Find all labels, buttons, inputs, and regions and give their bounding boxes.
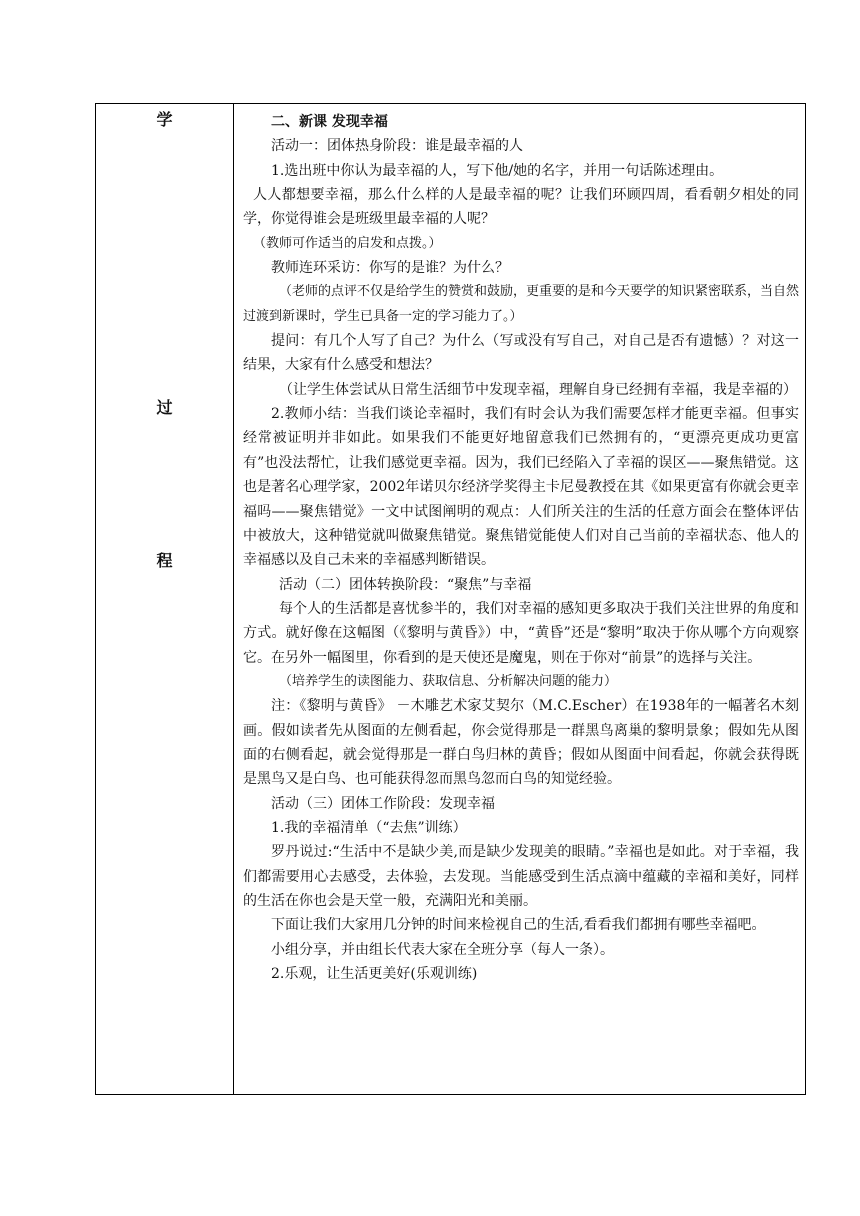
side-label-char: 过 [156,398,173,417]
column-divider [233,104,234,1094]
paragraph: 活动一：团体热身阶段：谁是最幸福的人 [271,138,523,155]
lesson-table [95,103,806,1095]
paragraph: （培养学生的读图能力、获取信息、分析解决问题的能力） [279,673,618,689]
paragraph: 人人都想要幸福，那么什么样的人是最幸福的呢？让我们环顾四周，看看朝夕相处的同学，你觉得谁会是班级里最幸福的人呢？ [243,187,799,228]
paragraph: 1.我的幸福清单（“去焦”训练） [271,819,467,836]
paragraph: 提问：有几个人写了自己？为什么（写或没有写自己，对自己是否有遗憾）？对这一结果，大家有什么感受和想法？ [243,333,799,374]
paragraph: （教师可作适当的启发和点拨。） [253,235,442,251]
paragraph: 小组分享，并由组长代表大家在全班分享（每人一条）。 [271,941,614,958]
section-heading: 二、新课 发现幸福 [271,114,388,130]
lesson-content [243,110,799,986]
paragraph: 罗丹说过:“生活中不是缺少美,而是缺少发现美的眼睛。”幸福也是如此。对于幸福，我们都需要用心去感受，去体验，去发现。当能感受到生活点滴中蕴藏的幸福和美好，同样的生活在你也会是天堂一般，充满阳光和美丽。 [243,844,799,909]
paragraph: 下面让我们大家用几分钟的时间来检视自己的生活,看看我们都拥有哪些幸福吧。 [271,917,766,934]
paragraph: 2.乐观，让生活更美好(乐观训练) [271,966,478,983]
paragraph: 注：《黎明与黄昏》 －木雕艺术家艾契尔（M.C.Escher）在1938年的一幅著名木刻画。假如读者先从图面的左侧看起，你会觉得那是一群黑鸟离巢的黎明景象；假如先从图面的右侧看起，就会觉得那是一群白鸟归林的黄昏；假如从图面中间看起，你就会获得既是黑鸟又是白鸟、也可能获得忽而黑鸟忽而白鸟的知觉经验。 [243,698,799,788]
paragraph: 活动（二）团体转换阶段：“聚焦”与幸福 [279,576,532,593]
paragraph: 活动（三）团体工作阶段：发现幸福 [271,795,495,812]
side-label-char: 学 [156,110,173,129]
side-label-char: 程 [156,551,173,570]
paragraph: 教师连环采访：你写的是谁？为什么？ [271,260,509,277]
paragraph: 2.教师小结：当我们谈论幸福时，我们有时会认为我们需要怎样才能更幸福。但事实经常被证明并非如此。如果我们不能更好地留意我们已然拥有的，“更漂亮更成功更富有”也没法帮忙，让我们感觉更幸福。因为，我们已经陷入了幸福的误区——聚焦错觉。这也是著名心理学家，2002年诺贝尔经济学奖得主卡尼曼教授在其《如果更富有你就会更幸福吗——聚焦错觉》一文中试图阐明的观点：人们所关注的生活的任意方面会在整体评估中被放大，这种错觉就叫做聚焦错觉。聚焦错觉能使人们对自己当前的幸福状态、他人的幸福感以及自己未来的幸福感判断错误。 [243,406,799,569]
paragraph: （老师的点评不仅是给学生的赞赏和鼓励，更重要的是和今天要学的知识紧密联系，当自然过渡到新课时，学生已具备一定的学习能力了。） [243,284,800,324]
paragraph: 每个人的生活都是喜忧参半的，我们对幸福的感知更多取决于我们关注世界的角度和方式。就好像在这幅图（《黎明与黄昏》）中，“黄昏”还是“黎明”取决于你从哪个方向观察它。在另外一幅图里，你看到的是天使还是魔鬼，则在于你对“前景”的选择与关注。 [243,600,799,666]
paragraph: 1.选出班中你认为最幸福的人，写下他/她的名字，并用一句话陈述理由。 [271,162,724,179]
paragraph: （让学生体尝试从日常生活细节中发现幸福，理解自身已经拥有幸福，我是幸福的） [279,381,797,398]
